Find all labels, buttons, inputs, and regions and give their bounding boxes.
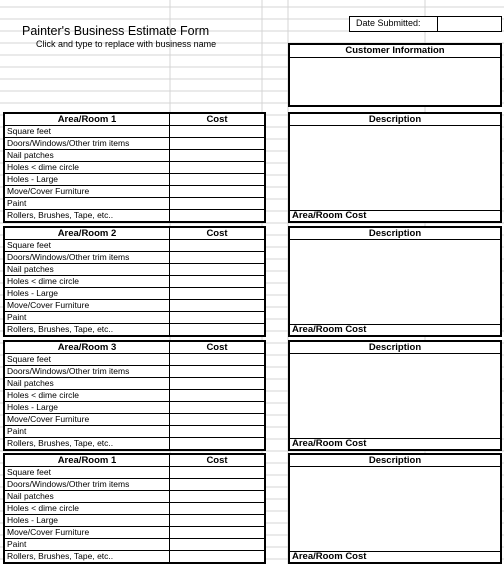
line-item-row[interactable] <box>5 210 264 221</box>
line-item-label: Rollers, Brushes, Tape, etc.. <box>7 438 114 448</box>
line-item-row[interactable] <box>5 186 264 198</box>
cost-column-divider <box>169 479 170 490</box>
line-item-row[interactable] <box>5 312 264 324</box>
line-item-row[interactable] <box>5 479 264 491</box>
line-item-label: Move/Cover Furniture <box>7 300 90 310</box>
line-item-row[interactable] <box>5 198 264 210</box>
description-box[interactable] <box>288 453 502 564</box>
cost-column-divider <box>169 402 170 413</box>
line-item-label: Holes < dime circle <box>7 276 80 286</box>
cost-column-divider <box>169 240 170 251</box>
customer-information-box[interactable] <box>288 43 502 107</box>
cost-column-divider <box>169 198 170 209</box>
line-item-label: Paint <box>7 198 27 208</box>
line-item-row[interactable] <box>5 264 264 276</box>
business-name-placeholder[interactable]: Click and type to replace with business name <box>36 39 217 49</box>
date-submitted-label: Date Submitted: <box>356 18 421 28</box>
area-room-header <box>5 114 264 126</box>
line-item-label: Square feet <box>7 467 51 477</box>
line-item-row[interactable] <box>5 551 264 562</box>
cost-column-divider <box>169 426 170 437</box>
description-heading: Description <box>290 342 500 354</box>
description-box[interactable] <box>288 112 502 223</box>
cost-column-divider <box>169 150 170 161</box>
line-item-row[interactable] <box>5 527 264 539</box>
cost-column-divider <box>169 390 170 401</box>
cost-column-divider <box>169 288 170 299</box>
cost-heading: Cost <box>206 455 228 466</box>
line-item-row[interactable] <box>5 402 264 414</box>
line-item-label: Move/Cover Furniture <box>7 527 90 537</box>
area-room-cost-label: Area/Room Cost <box>290 551 500 562</box>
line-item-row[interactable] <box>5 426 264 438</box>
area-room-cost-label: Area/Room Cost <box>290 210 500 221</box>
cost-column-divider <box>169 324 170 335</box>
line-item-row[interactable] <box>5 288 264 300</box>
line-item-row[interactable] <box>5 324 264 335</box>
cost-column-divider <box>169 539 170 550</box>
cost-column-divider <box>169 438 170 449</box>
cost-column-divider <box>169 414 170 425</box>
cost-column-divider <box>169 515 170 526</box>
cost-heading: Cost <box>206 114 228 125</box>
area-room-cost-label: Area/Room Cost <box>290 438 500 449</box>
line-item-row[interactable] <box>5 467 264 479</box>
area-room-heading: Area/Room 1 <box>57 455 117 466</box>
area-room-table[interactable] <box>3 340 266 451</box>
line-item-label: Square feet <box>7 240 51 250</box>
line-item-row[interactable] <box>5 438 264 449</box>
line-item-row[interactable] <box>5 354 264 366</box>
line-item-label: Nail patches <box>7 491 54 501</box>
line-item-row[interactable] <box>5 240 264 252</box>
cost-column-divider <box>169 378 170 389</box>
cost-column-divider <box>169 527 170 538</box>
date-divider <box>437 17 438 31</box>
cost-column-divider <box>169 467 170 478</box>
line-item-label: Nail patches <box>7 150 54 160</box>
line-item-row[interactable] <box>5 126 264 138</box>
description-heading: Description <box>290 114 500 126</box>
cost-column-divider <box>169 354 170 365</box>
area-room-table[interactable] <box>3 226 266 337</box>
description-heading: Description <box>290 455 500 467</box>
line-item-label: Paint <box>7 539 27 549</box>
cost-column-divider <box>169 312 170 323</box>
line-item-row[interactable] <box>5 174 264 186</box>
area-room-cost-label: Area/Room Cost <box>290 324 500 335</box>
cost-heading: Cost <box>206 228 228 239</box>
line-item-row[interactable] <box>5 366 264 378</box>
line-item-row[interactable] <box>5 378 264 390</box>
line-item-row[interactable] <box>5 390 264 402</box>
cost-column-divider <box>169 366 170 377</box>
cost-column-divider <box>169 162 170 173</box>
area-room-header <box>5 342 264 354</box>
area-room-heading: Area/Room 2 <box>57 228 117 239</box>
line-item-label: Doors/Windows/Other trim items <box>7 366 130 376</box>
cost-column-divider <box>169 138 170 149</box>
cost-column-divider <box>169 491 170 502</box>
line-item-row[interactable] <box>5 414 264 426</box>
line-item-label: Square feet <box>7 354 51 364</box>
line-item-row[interactable] <box>5 276 264 288</box>
cost-column-divider <box>169 300 170 311</box>
line-item-label: Holes - Large <box>7 402 59 412</box>
line-item-label: Paint <box>7 426 27 436</box>
area-room-header <box>5 228 264 240</box>
cost-column-divider <box>169 264 170 275</box>
cost-column-divider <box>169 503 170 514</box>
line-item-label: Doors/Windows/Other trim items <box>7 138 130 148</box>
line-item-row[interactable] <box>5 300 264 312</box>
area-room-table[interactable] <box>3 453 266 564</box>
description-heading: Description <box>290 228 500 240</box>
cost-column-divider <box>169 551 170 562</box>
line-item-label: Rollers, Brushes, Tape, etc.. <box>7 551 114 561</box>
line-item-row[interactable] <box>5 503 264 515</box>
cost-heading: Cost <box>206 342 228 353</box>
cost-column-divider <box>169 252 170 263</box>
area-room-header <box>5 455 264 467</box>
line-item-row[interactable] <box>5 491 264 503</box>
line-item-label: Move/Cover Furniture <box>7 414 90 424</box>
description-box[interactable] <box>288 226 502 337</box>
customer-information-heading: Customer Information <box>290 45 500 58</box>
form-title: Painter's Business Estimate Form <box>22 24 210 38</box>
line-item-label: Paint <box>7 312 27 322</box>
line-item-label: Holes < dime circle <box>7 390 80 400</box>
cost-column-divider <box>169 276 170 287</box>
area-room-table[interactable] <box>3 112 266 223</box>
line-item-label: Rollers, Brushes, Tape, etc.. <box>7 210 114 220</box>
line-item-label: Nail patches <box>7 264 54 274</box>
line-item-row[interactable] <box>5 252 264 264</box>
line-item-label: Holes < dime circle <box>7 162 80 172</box>
line-item-row[interactable] <box>5 138 264 150</box>
cost-column-divider <box>169 186 170 197</box>
line-item-row[interactable] <box>5 150 264 162</box>
line-item-label: Holes - Large <box>7 174 59 184</box>
line-item-label: Nail patches <box>7 378 54 388</box>
cost-column-divider <box>169 174 170 185</box>
line-item-label: Holes < dime circle <box>7 503 80 513</box>
area-room-heading: Area/Room 1 <box>57 114 117 125</box>
line-item-label: Doors/Windows/Other trim items <box>7 252 130 262</box>
area-room-heading: Area/Room 3 <box>57 342 117 353</box>
line-item-row[interactable] <box>5 539 264 551</box>
line-item-label: Doors/Windows/Other trim items <box>7 479 130 489</box>
line-item-row[interactable] <box>5 162 264 174</box>
line-item-label: Move/Cover Furniture <box>7 186 90 196</box>
cost-column-divider <box>169 210 170 221</box>
line-item-label: Holes - Large <box>7 288 59 298</box>
description-box[interactable] <box>288 340 502 451</box>
line-item-label: Holes - Large <box>7 515 59 525</box>
cost-column-divider <box>169 126 170 137</box>
line-item-label: Square feet <box>7 126 51 136</box>
line-item-row[interactable] <box>5 515 264 527</box>
line-item-label: Rollers, Brushes, Tape, etc.. <box>7 324 114 334</box>
date-submitted-field[interactable] <box>349 16 502 32</box>
